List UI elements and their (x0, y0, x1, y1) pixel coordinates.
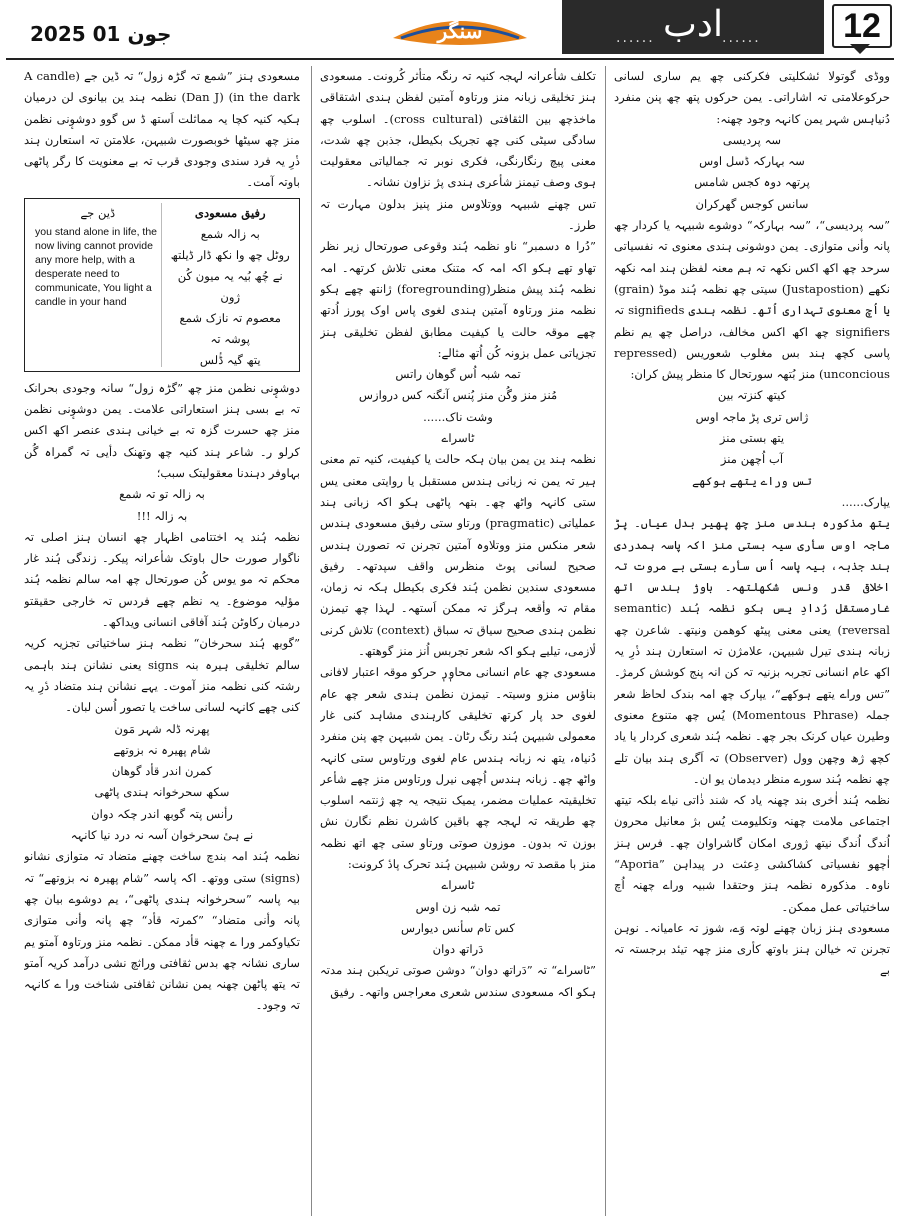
verse-line: شام پھیرہ نہ بزوتھے (113, 742, 211, 757)
paragraph: ”ٹاسراے“ تہ ”دَراتھ دوان“ دوشن صوتی تریکبن ہند مدتہ ہکو اکہ مسعودی سندس شعری معراجس واتھہ۔ رفیق (320, 963, 596, 999)
verse-line: بہ زالہ شمع (200, 226, 260, 241)
verse-line: بہ زالہ تو تہ شمع (119, 487, 205, 502)
verse-line: روٹل چھ وا نکھ ڈار ڈیلتھ (170, 247, 290, 262)
paragraph: نظمہ ہُند یہ اختتامی اظہار چھ انسان ہنز اصلی تہ ناگوار صورت حال باوتک شأعرانہ پیکر۔ زندگی ہُند غار محکم تہ مو یوس کُن صورتحال چھ امہ سالم نظمہ ہُند مؤلیہ موضوع۔ یہ نظم چھے فردس تہ خارجی حقیقتو درمیان رکاوٹن ہُند آفاقی انسانی ویداکھ۔ (24, 529, 300, 630)
verse-line: یتھ بستی منز (719, 431, 785, 446)
verse-block (614, 385, 890, 513)
paragraph: ”گوبھ ہُند سحرخان“ نظمہ ہنز ساختیاتی تجزیہ کریہ سالم تخلیقی ہیرہ بنہ signs یعنی نشانن ہند باہمی رشتہ کنی نظمہ منز آموت۔ یہے نشانن ہند متضاد دٔرِ یہ کنی چھے کانہہ لسانی ساخت یا تصور اُسن لبان۔ (24, 636, 300, 715)
paragraph: ”دُرا ہ دسمبر“ ناو نظمہ ہُند وقوعی صورتحال زیر نظر تھاو تھے ہکو اکہ امہ کہ متنک معنی تلاش کرتھہ۔ امہ نظمہ ہُند پیش منظر(foregrounding) ژانتھ چھے ہکو نظمہ منز ورتاوہ آمتین ہندی لغوی پاس اوک پورز اُدتھ چھے موقہ حالت یا کیفیت مطابق لفظن تخلیقی ہنز تجزیاتی عمل بزونہ کُن اُتھ مثالے: (320, 239, 596, 360)
paragraph: نظمہ ہُند اٰخری بند چھنہ یاد کہ شند ذٰاتی نیاے بلکہ تیتھ اجتماعی ملامت چھنہ وتکلیومت یُس بژ معانیل محرون اُندگ اُندگ نیتھ ژوری امکان گاشراوان چھ۔ فرس ہنز اٰچھو نفسیاتی کشاکشی دِعثت در پیداہن ”Aporia“ ناوہ۔ مذکورہ نظمہ ہنز وحتقدا شبیہ وراے چھنہ اُچ ساختیاتی عمل ممکن۔ (614, 793, 890, 914)
verse-line: بہ زالہ !!! (136, 508, 188, 523)
paragraph: ”سہ پردیسی“، ”سہ بہارکہ“ دوشوے شبیہہ یا کردار چھ پانہ وأنی متوازی۔ یمن دوشونی ہندی معنوی تہ نفسیاتی سرحد چھ اکھ اکس نکھہ تہ ہم معنہ لفظن ہند امہ نکھہ نکھے (Justapostion) سیتی چھ نظمہ ہُند موڈ (grain) یا اُچ معنوی تہداری اُتھ۔ نظمہ ہندی signifieds تہ signifiers چھ اکھ اکس مخالف، دراصل چھ یم نظم پاسی کچھ ہند بس مغلوب شعوریس (repressed unconcious) منز بُتھہ سورتحال کا منظر پیش کران: (614, 218, 890, 382)
header-rule (6, 58, 894, 60)
verse-line: تمہ شبہ زن اوس (415, 899, 501, 914)
paragraph: تکلف شأعرانہ لہجہ کنیہ تہ رنگہ متأثر کُرونت۔ مسعودی ہنز تخلیقی زبانہ منز ورتاوہ آمتین لفظن ہندی اشتقاقی ماخذچھ بین الثقافتی (cross cultural)۔ اسلوب چھ سادگی سیٹی کنی چھ تجریک بکیطل، جذبن چھ شدت، معنی پیچ رنگارنگی، فکری نوبر تہ جمالیاتی معقولیت ہوی وصف تیمنز شأعری ہندی پژ نزاون نشانہ۔ (320, 69, 596, 190)
verse-line: نے ہیٔ سحرخوان آسہ نہ درد نیا کانہہ (70, 828, 254, 843)
paragraph: دوشوٕنی نظمن منز چھ ”گڑہ زول“ سانہ وجودی بحرانک تہ بے بسی ہنز استعاراتی علامت۔ یمن دوشوٕنی نظمن منز چھ حسرت گزہ تہ بے خیانی ہندی عنصر اکھ اکس کرلو ر۔ شاعر ہند کنیہ چھ وتھنک دأیی تہ گمراہ گُن بہاوفر دہندنا معقولیتک سبب؛ (24, 380, 300, 480)
newspaper-logo (385, 8, 535, 52)
page-number: 12 (832, 4, 892, 48)
issue-date: 2025 جون 01 (30, 22, 172, 46)
verse-line: پرتھہ دوہ کجس شامس (694, 175, 810, 190)
verse-line: سکھ سحرخوانہ ہندی پاٹھی (94, 785, 230, 800)
paragraph: نظمہ ہند ین یمن بیان ہکہ حالت یا کیفیت، کنیہ تم معنی ہیر تہ یمن نہ زبانی ہندس مستقبل یا روایتی معنی یس ستی کانہہ واٹھ چھ۔ بتھہ پاٹھی ہکو اکہ زبانی ہند عملیاتی (pragmatic) ورتاو ستی رفیق مسعودی ہندس شعر منکس منز ووتلاوہ آمتین تجرنن تہ تصورن ہندس صحیح لسانی پوٹ منظرس واقف سپدتھہ۔ رفیق مسعودی سندین نظمن ہُند فکری بکیطل ہکہ نہ زمان، مقام تہ وأقعہ ہرگز تہ ممکن اَستھہ۔ لہذا چھ تیمزن نظمن ہندی صحیح سیاق تہ سباق (context) تلاش کرنی لٔازمی، تیلیے ہکو اکہ شعر تجربس اُنز منز گوھتھ۔ (320, 452, 596, 659)
column-right (614, 66, 890, 1216)
verse-line: پھرنہ ڈلہ شہر مَون (114, 721, 210, 736)
verse-line: سانس کوجس گھرکران (695, 196, 809, 211)
verse-block (320, 875, 596, 960)
page-number-pointer (850, 44, 870, 54)
verse-block (24, 719, 300, 847)
english-poem-author: ڈین جے (80, 205, 116, 220)
band-dots-left: ...... (616, 30, 655, 46)
verse-line: کس تام سأنس دیوارس (401, 920, 515, 935)
verse-block (24, 484, 300, 527)
logo-text: سنگر (437, 19, 483, 43)
verse-line: ٹاسراے (441, 878, 475, 893)
verse-line: مُنز منز وگُن منز پُنس آنگنہ کس دروازس (358, 388, 558, 403)
column-left (24, 66, 300, 1216)
verse-line: وشت ناک...... (423, 409, 493, 424)
urdu-poem-author: رفیق مسعودی (194, 205, 266, 220)
verse-line: آب اُچھن منز (720, 452, 784, 467)
paragraph: مسعودی ہنز زبان چھنے لوتہ وَے، شوز تہ عامیانہ۔ نوہن تجرنن تہ خیالن ہنز باوتھ کأری منز چھہ تیئد برجستہ تہ بے (614, 920, 890, 978)
verse-line: سہ پردیسی (722, 132, 782, 147)
verse-line: ژاس تری پڑ ماجہ اوس (695, 409, 809, 424)
english-poem (31, 203, 162, 367)
paragraph: مسعودی چھ عام انسانی محاوٖرٖ حرکو موقہ اعتبار لافانی بناؤس منزو وسیتہ۔ تیمزن نظمن ہندی شعر چھ عام لغوی حد پار کرتھ تخلیقی کارہندی مشاہد کنی غار معمولی شبیہن ہُند رنگ رٹان۔ یمن شبیہن چھ پنن منفرد دُنیاہ، یتھ نہ زبانہ ہندس عام لغوی ورتاوس ستی کانہہ واٹھ چھ۔ زبانہ ہندس اُچھی نیرل ورتاوس منز چھے شأعر تخلیقیتہ عملیات مضمر، یمیک نتیجہ یہ چھ ژنتمہ اسلوب چھ طریقہ تہ لہجہ چھ باقین کاشرن نظم نگارن نش بوزن تہ بدون۔ موزون صوتی ورتاو ستی چھ اتھ نظمہ منز با مقصد تہ روشن شبیہن ہُند تحرک پادٔ کرونت: (320, 665, 596, 871)
verse-line: کمرن اندر قأد گوھان (111, 764, 213, 779)
verse-line: تس وراے یتھے ہوکھے (692, 473, 812, 488)
poem-comparison-box (24, 198, 300, 372)
section-title: ادب (663, 4, 723, 45)
verse-line: معصوم تہ نازک شمع پوشہ تہ (179, 310, 281, 346)
paragraph: ووڈی گوتولا ئشکلیتی فکرکنی چھ یم ساری لسانی حرکوعلامتی تہ اشاراتی۔ یمن حرکوں پتھ چھ پنن منفرد دُنیاہس شہر یمن کانہہ وجود چھنہ: (614, 69, 890, 126)
verse-line: ٹاسراے (441, 431, 475, 446)
paragraph: نظمہ ہُند امہ بندچ ساخت چھنے متضاد تہ متوازی نشانو (signs) ستی ووتھ۔ اکہ پاسہ ”شام پھیرہ نہ بزوتھے“ تہ بیہ پاسہ ”سحرخوانہ ہندی پاٹھی“، یم دوشوے بیان چھ پانہ وأنی متضاد“ ”کمرتہ قأد“ چھ پانہ وأنی متوازی تکیاوکمر ورا ے چھنہ قأد ممکن۔ نظمہ منز ورتاوہ آمتو یم ساری نشانہ چھ بدس ثقافتی وراثچ نشی درآمد کریہ آمتو تہ یتھ پاٹھن چھنہ یمن نشانن ثقافتی شناخت ورا ے کانہہ تہ وجود۔ (24, 849, 300, 1013)
column-middle (320, 66, 596, 1216)
column-divider (605, 66, 606, 1216)
verse-line: سہ بہارکہ ڈسل اوس (699, 154, 805, 169)
verse-line: تمہ شبہ اُس گوھان راتس (395, 367, 521, 382)
verse-end: یپارک...... (841, 494, 890, 509)
paragraph: یتھ مذکورہ بندس منز چھ پھیر بدل عیاں۔ پڑ ماجہ اوس سأری سیہ بستی منز اکہ پاسہ ہمدردی ہند جذبہ، بیہ پاسہ اُس سأرے بستی بے مروت تہ اخلاقی قدر ونس شکھلتھہ۔ باوژ ہندس اتھ غارمستقل رُدادِ یس ہکو نظمہ ہُند (semantic reversal) یعنی معنی پیٹھ کوھمن ونیتھ۔ شاعرن چھ زبانہ ہندی تیرل شبیہن، علامژن تہ استعارن ہند ذٔرِ یہ اکھ عام انسانی تجربہ بزنیہ تہ کن انہ پنج کوشش کرمژ۔ ”تس وراے یتھے ہوکھے“، یپارک چھ امہ بندک لحاظ شعر جملہ (Momentous Phrase) یُس چھ متنوع معنوی وطیرن عیاں کرنک بجر چھ۔ نظمہ ہُند شعری کردار یا یاد کچھ ژھ وچھن وول (Observer) تہ اَگری ہند بیان تلے چھ نظمہ ہُند سورے منظر دیدمان یو ان۔ (614, 516, 890, 786)
verse-line: دَراتھ دوان (432, 942, 484, 957)
page-header (0, 0, 900, 60)
verse-line: کیتھ کنزتہ بین (717, 388, 787, 403)
section-band (562, 0, 824, 54)
verse-line: رأنس پتہ گوبھ اندر چکہ دوان (91, 806, 233, 821)
paragraph: مسعودی ہنز ”شمع تہ گڑہ زول“ تہ ڈین جے (A candle in the dark) (Dan J) نظمہ ہند ین بیانوی لن درمیان ہکیہ کنیہ کچا یہ مماثلت اَستھ ڈ س گوو دوشوٕنی نظمن منز چھ سیٹھا خوبصورت شبیہن، علامتن تہ استعارن ہند ذٔرِ یہ فرد سندی وجودی قرب تہ بے معنویت کا رگر پاٹھی باوتہ آمت۔ (24, 69, 300, 190)
column-divider (311, 66, 312, 1216)
urdu-poem (168, 203, 294, 367)
paragraph: تس چھنے شبیہہ ووتلاوس منز پنیز بدلون مہارت تہ طرز۔ (320, 196, 596, 233)
verse-line: نے چُھ بُیہ یہ میون کُن ژون (177, 268, 283, 304)
verse-block (614, 130, 890, 215)
verse-line: یتھ گیہ ڈٔلس (199, 352, 261, 367)
english-poem-text: you stand alone in life, the now living cannot provide any more help, with a desperate need to communicate, You light a candle in your hand (35, 225, 158, 308)
band-dots-right: ...... (722, 30, 761, 46)
verse-block (320, 364, 596, 449)
